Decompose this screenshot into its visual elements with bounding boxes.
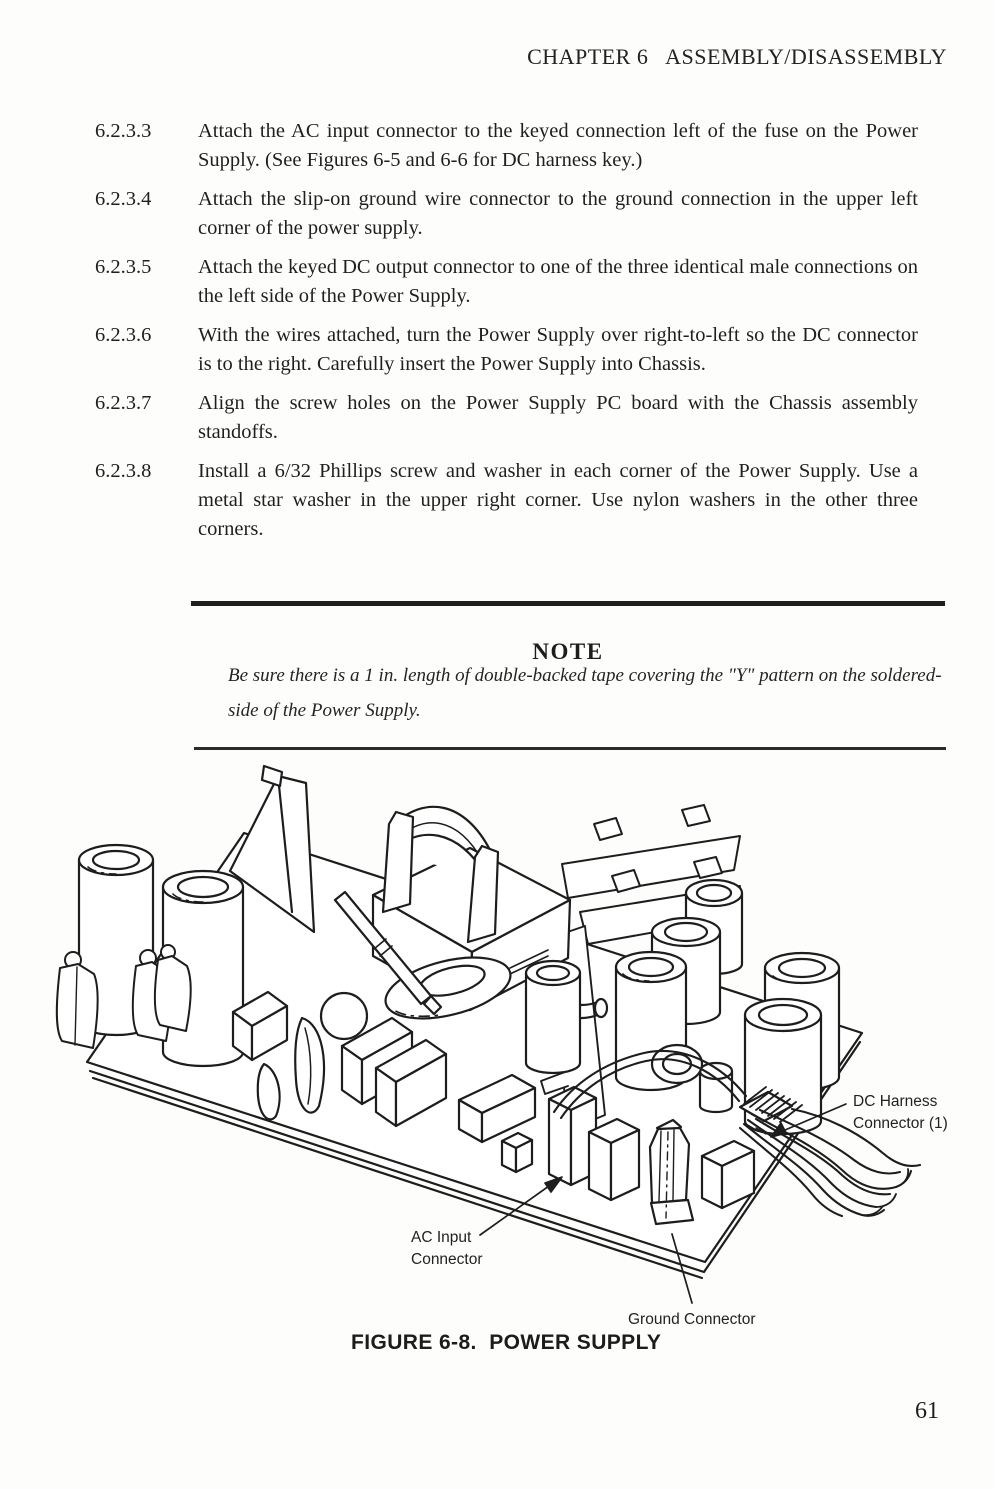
procedure-item-number: 6.2.3.4 <box>95 188 152 210</box>
procedure-item-number: 6.2.3.6 <box>95 324 152 346</box>
procedure-item <box>95 253 935 311</box>
chapter-header: CHAPTER 6 ASSEMBLY/DISASSEMBLY <box>527 44 947 69</box>
procedure-item <box>95 457 935 544</box>
label-ground-connector: Ground Connector <box>628 1311 756 1328</box>
procedure-item-text: Install a 6/32 Phillips screw and washer in each corner of the Power Supply. Use a metal star washer in the upper right corner. Use nylon washers in the other three corners. <box>198 460 918 540</box>
procedure-item <box>95 389 935 447</box>
procedure-item <box>95 117 935 175</box>
procedure-item-number: 6.2.3.8 <box>95 460 152 482</box>
procedure-item-number: 6.2.3.3 <box>95 120 152 142</box>
procedure-item-number: 6.2.3.7 <box>95 392 152 414</box>
procedure-item-text: Align the screw holes on the Power Supply PC board with the Chassis assembly standoffs. <box>198 392 918 443</box>
procedure-item-text: Attach the keyed DC output connector to one of the three identical male connections on the left side of the Power Supply. <box>198 256 918 307</box>
label-ac-input-connector: AC Input Connector <box>411 1229 483 1268</box>
power-supply-illustration <box>40 760 960 1330</box>
note-heading: NOTE <box>532 639 604 664</box>
note-text: Be sure there is a 1 in. length of double-backed tape covering the "Y" pattern on the soldered-side of the Power Supply. <box>228 665 942 721</box>
procedure-item <box>95 321 935 379</box>
procedure-list <box>95 117 935 554</box>
label-dc-harness-connector: DC Harness Connector (1) <box>853 1093 948 1132</box>
figure-caption: FIGURE 6-8. POWER SUPPLY <box>351 1331 662 1354</box>
page-number: 61 <box>915 1398 939 1424</box>
note-rule-bottom <box>194 747 946 750</box>
procedure-item <box>95 185 935 243</box>
procedure-item-text: Attach the AC input connector to the keyed connection left of the fuse on the Power Supply. (See Figures 6-5 and 6-6 for DC harness key.) <box>198 120 918 171</box>
procedure-item-text: With the wires attached, turn the Power Supply over right-to-left so the DC connector is to the right. Carefully insert the Power Supply into Chassis. <box>198 324 918 375</box>
procedure-item-text: Attach the slip-on ground wire connector to the ground connection in the upper left corner of the power supply. <box>198 188 918 239</box>
procedure-item-number: 6.2.3.5 <box>95 256 152 278</box>
note-rule-top <box>191 601 945 606</box>
